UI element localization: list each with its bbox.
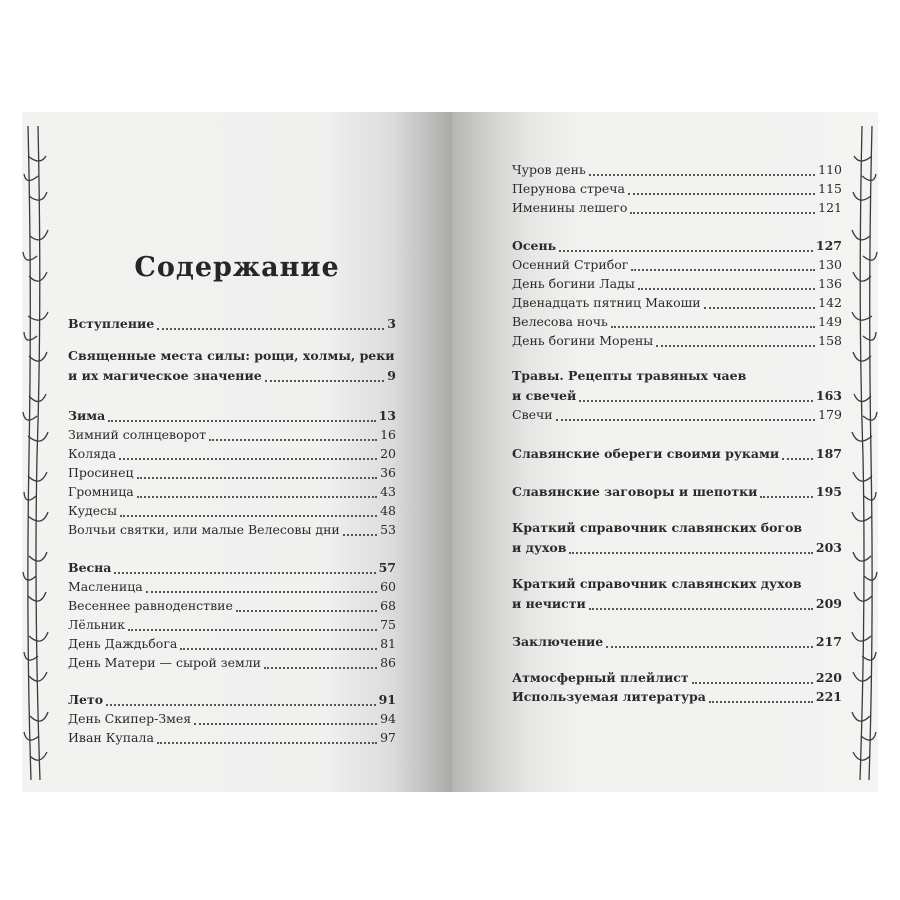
toc-entry: Славянские обереги своими руками 187 [512,446,842,461]
toc-entry: Лёльник 75 [68,617,396,632]
toc-entry: Священные места силы: рощи, холмы, реки [68,348,395,363]
herb-border-right-icon [850,126,878,780]
toc-entry: День богини Лады 136 [512,276,842,291]
herb-border-left-icon [22,126,50,780]
toc-entry: и их магическое значение 9 [68,368,396,383]
toc-entry: Атмосферный плейлист 220 [512,670,842,685]
toc-entry: Масленица 60 [68,579,396,594]
toc-entry: День богини Морены 158 [512,333,842,348]
toc-entry: Чуров день 110 [512,162,842,177]
toc-entry: День Даждьбога 81 [68,636,396,651]
toc-entry: и нечисти 209 [512,596,842,611]
toc-entry: Перунова стреча 115 [512,181,842,196]
toc-entry: Весеннее равноденствие 68 [68,598,396,613]
toc-entry: Свечи 179 [512,407,842,422]
toc-entry: Громница 43 [68,484,396,499]
toc-entry: Волчьи святки, или малые Велесовы дни 53 [68,522,396,537]
toc-entry: Заключение 217 [512,634,842,649]
toc-entry: Именины лешего 121 [512,200,842,215]
toc-entry: Славянские заговоры и шепотки 195 [512,484,842,499]
toc-entry: Двенадцать пятниц Макоши 142 [512,295,842,310]
toc-entry: Краткий справочник славянских богов [512,520,803,535]
toc-entry: Зимний солнцеворот 16 [68,427,396,442]
toc-entry: и духов 203 [512,540,842,555]
book-spread [22,112,878,792]
toc-entry: Коляда 20 [68,446,396,461]
toc-entry: Иван Купала 97 [68,730,396,745]
toc-entry: и свечей 163 [512,388,842,403]
right-page [452,112,878,792]
toc-entry: Осенний Стрибог 130 [512,257,842,272]
left-page [22,112,452,792]
toc-entry: День Матери — сырой земли 86 [68,655,396,670]
toc-heading: Содержание [134,252,340,283]
toc-entry: Лето 91 [68,692,396,707]
toc-entry: Используемая литература 221 [512,689,842,704]
toc-entry: Весна 57 [68,560,396,575]
toc-entry: Краткий справочник славянских духов [512,576,802,591]
toc-entry: Осень 127 [512,238,842,253]
toc-entry: Велесова ночь 149 [512,314,842,329]
toc-entry: Вступление 3 [68,316,396,331]
toc-entry: Зима 13 [68,408,396,423]
toc-entry: Травы. Рецепты травяных чаев [512,368,747,383]
toc-entry: День Скипер-Змея 94 [68,711,396,726]
toc-entry: Просинец 36 [68,465,396,480]
toc-entry: Кудесы 48 [68,503,396,518]
